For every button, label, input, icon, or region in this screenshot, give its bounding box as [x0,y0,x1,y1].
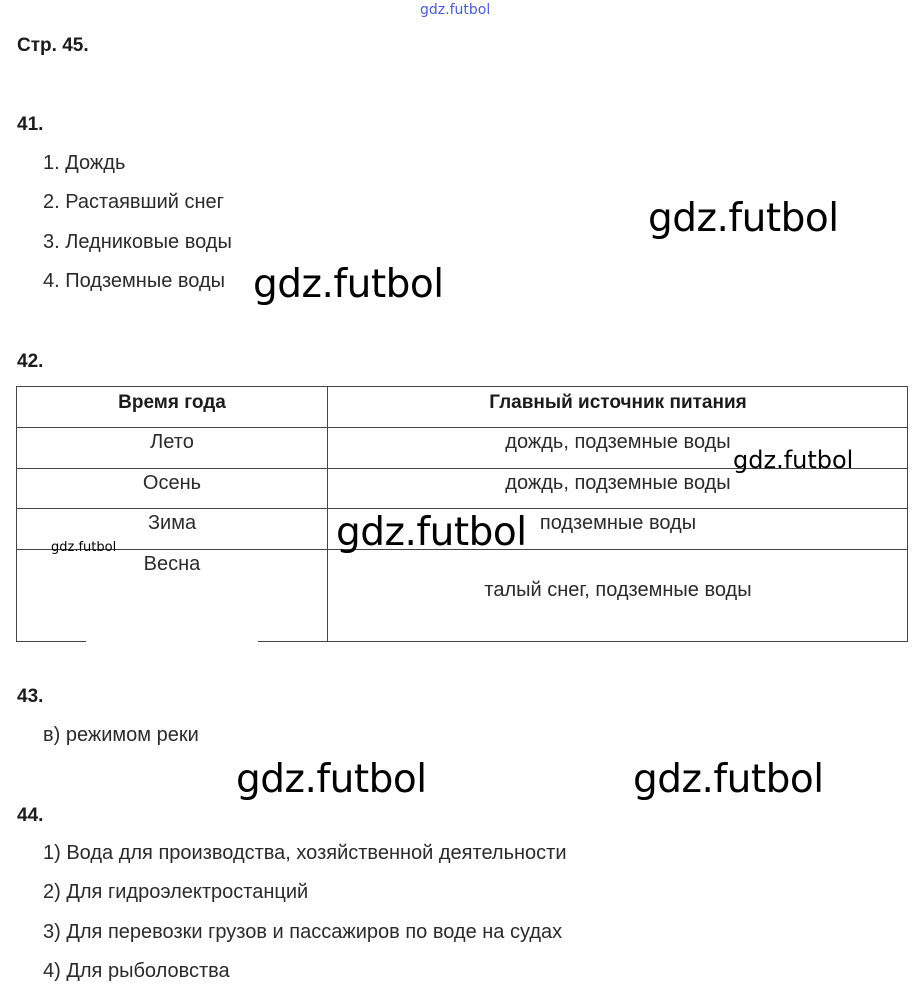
table-cell-season: Весна [143,553,201,575]
task-42-number: 42. [17,351,44,372]
page-label: Стр. 45. [17,35,89,56]
task-41-item: 2. Растаявший снег [43,191,224,213]
watermark-top: gdz.futbol [420,2,491,18]
task-43-answer: в) режимом реки [43,724,199,746]
task-44-item: 4) Для рыболовства [43,960,230,982]
watermark: gdz.futbol [236,757,427,802]
table-row-divider [17,508,907,509]
table-border-gap [86,637,258,647]
task-41-item: 3. Ледниковые воды [43,231,232,253]
task-44-number: 44. [17,805,44,826]
task-43-number: 43. [17,686,44,707]
watermark: gdz.futbol [633,757,824,802]
task-41-item: 1. Дождь [43,152,126,174]
table-cell-source: дождь, подземные воды [505,431,731,453]
task-41-number: 41. [17,114,44,135]
table-cell-source: талый снег, подземные воды [484,579,752,601]
task-44-item: 3) Для перевозки грузов и пассажиров по воде на судах [43,921,563,943]
watermark: gdz.futbol [648,196,839,241]
table-cell-source: подземные воды [539,512,697,534]
table-cell-season: Осень [142,472,202,494]
table-row-divider [17,427,907,428]
table-cell-season: Зима [147,512,197,534]
task-41-item: 4. Подземные воды [43,270,226,292]
task-44-item: 2) Для гидроэлектростанций [43,881,309,903]
watermark: gdz.futbol [733,446,854,474]
task-44-item: 1) Вода для производства, хозяйственной деятельности [43,842,567,864]
table-header-season: Время года [118,392,226,413]
watermark: gdz.futbol [336,510,527,555]
table-cell-source: дождь, подземные воды [505,472,731,494]
table-cell-season: Лето [150,431,194,453]
table-header-source: Главный источник питания [489,392,747,413]
watermark: gdz.futbol [51,540,117,555]
watermark: gdz.futbol [253,262,444,307]
